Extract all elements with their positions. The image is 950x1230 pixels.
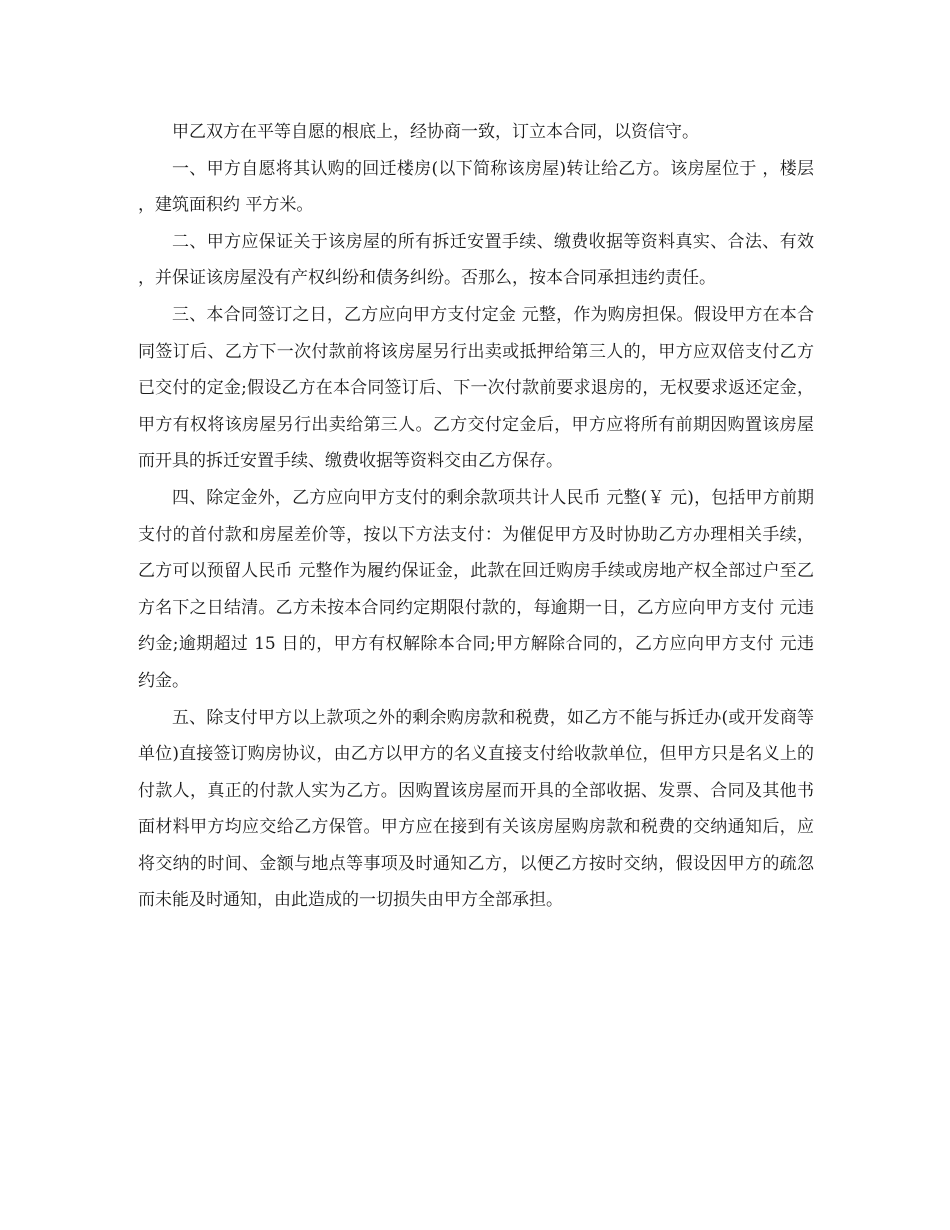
paragraph-clause-2: 二、甲方应保证关于该房屋的所有拆迁安置手续、缴费收据等资料真实、合法、有效，并保证该房屋没有产权纠纷和债务纠纷。否那么，按本合同承担违约责任。 [138, 231, 814, 289]
paragraph-preamble: 甲乙双方在平等自愿的根底上，经协商一致，订立本合同，以资信守。 [172, 122, 699, 142]
paragraph-clause-4: 四、除定金外，乙方应向甲方支付的剩余款项共计人民币 元整(￥ 元)，包括甲方前期支付的首付款和房屋差价等，按以下方法支付：为催促甲方及时协助乙方办理相关手续，乙方可以预留人民币 元整作为履约保证金，此款在回迁购房手续或房地产权全部过户至乙方名下之日结清。乙方未按本合同约定期限付款的，每逾期一日，乙方应向甲方支付 元违约金;逾期超过 15 日的，甲方有权解除本合同;甲方解除合同的，乙方应向甲方支付 元违约金。 [138, 487, 814, 691]
contract-body [138, 114, 814, 919]
paragraph-clause-5: 五、除支付甲方以上款项之外的剩余购房款和税费，如乙方不能与拆迁办(或开发商等单位)直接签订购房协议，由乙方以甲方的名义直接支付给收款单位，但甲方只是名义上的付款人，真正的付款人实为乙方。因购置该房屋而开具的全部收据、发票、合同及其他书面材料甲方均应交给乙方保管。甲方应在接到有关该房屋购房款和税费的交纳通知后，应将交纳的时间、金额与地点等事项及时通知乙方，以便乙方按时交纳，假设因甲方的疏忽而未能及时通知，由此造成的一切损失由甲方全部承担。 [138, 707, 814, 911]
paragraph-clause-1: 一、甲方自愿将其认购的回迁楼房(以下简称该房屋)转让给乙方。该房屋位于 ，楼层 ，建筑面积约 平方米。 [138, 158, 814, 216]
paragraph-clause-3: 三、本合同签订之日，乙方应向甲方支付定金 元整，作为购房担保。假设甲方在本合同签订后、乙方下一次付款前将该房屋另行出卖或抵押给第三人的，甲方应双倍支付乙方已交付的定金;假设乙方在本合同签订后、下一次付款前要求退房的，无权要求返还定金，甲方有权将该房屋另行出卖给第三人。乙方交付定金后，甲方应将所有前期因购置该房屋而开具的拆迁安置手续、缴费收据等资料交由乙方保存。 [138, 304, 814, 472]
